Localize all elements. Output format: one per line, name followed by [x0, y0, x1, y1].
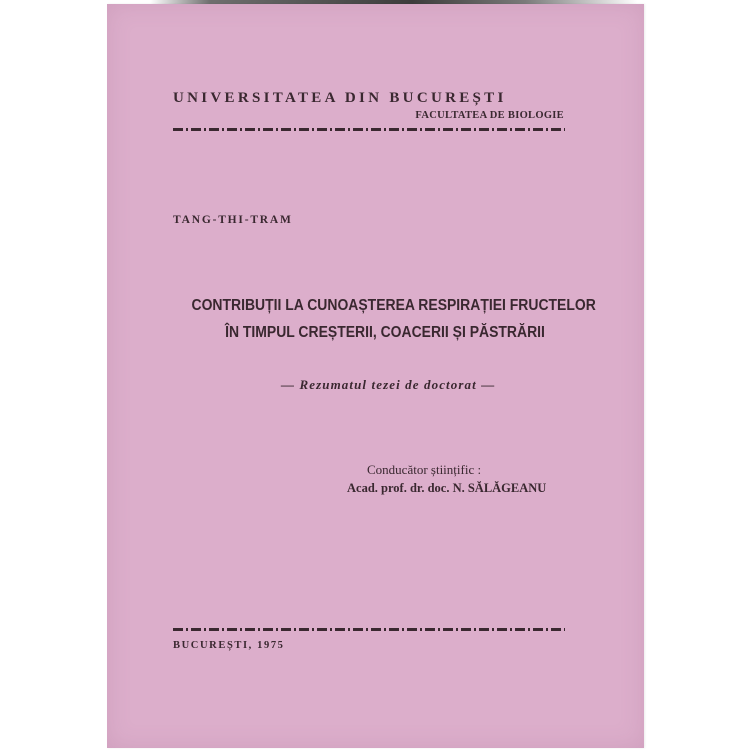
- supervisor-label: Conducător științific :: [367, 462, 482, 477]
- university-name: UNIVERSITATEA DIN BUCUREȘTI: [173, 90, 507, 106]
- faculty-name: FACULTATEA DE BIOLOGIE: [415, 110, 564, 121]
- dashed-rule-bottom: [173, 628, 565, 631]
- supervisor-name: Acad. prof. dr. doc. N. SĂLĂGEANU: [347, 481, 547, 495]
- thesis-title: [191, 292, 596, 346]
- book-cover: [107, 4, 644, 748]
- thesis-title-line-2: ÎN TIMPUL CREȘTERII, COACERII ȘI PĂSTRĂRII: [225, 324, 545, 341]
- thesis-title-line-1: CONTRIBUȚII LA CUNOAȘTEREA RESPIRAȚIEI FRUCTELOR: [191, 297, 596, 314]
- author-name: TANG-THI-TRAM: [173, 214, 293, 226]
- dashed-rule-top: [173, 128, 565, 131]
- thesis-subtitle: — Rezumatul tezei de doctorat —: [281, 377, 496, 392]
- place-and-year: BUCUREȘTI, 1975: [173, 640, 285, 651]
